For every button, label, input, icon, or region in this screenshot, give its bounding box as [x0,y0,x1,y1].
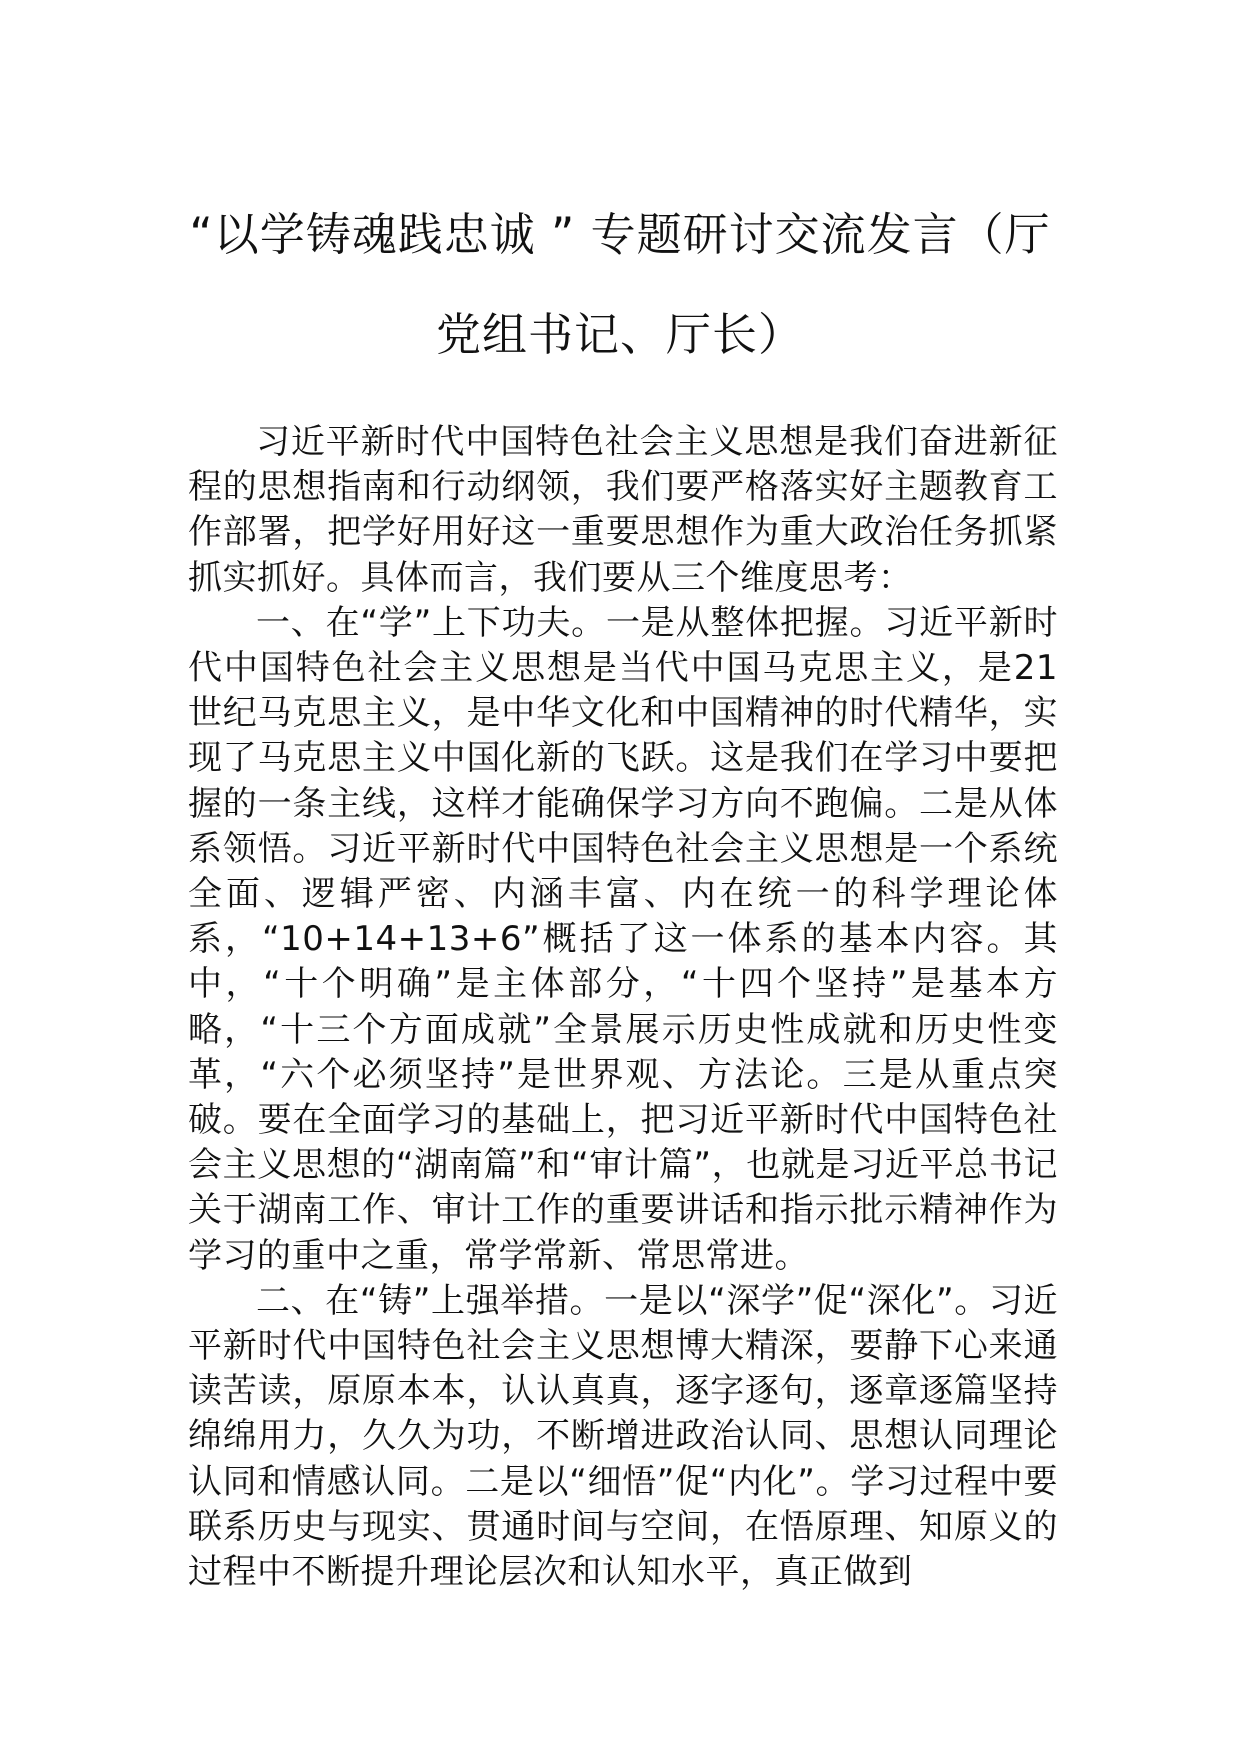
document-body [188,420,1058,1595]
paragraph-section-1: 一、在“学”上下功夫。一是从整体把握。习近平新时代中国特色社会主义思想是当代中国马克思主义，是21世纪马克思主义，是中华文化和中国精神的时代精华，实现了马克思主义中国化新的飞跃。这是我们在学习中要把握的一条主线，这样才能确保学习方向不跑偏。二是从体系领悟。习近平新时代中国特色社会主义思想是一个系统全面、逻辑严密、内涵丰富、内在统一的科学理论体系，“10+14+13+6”概括了这一体系的基本内容。其中，“十个明确”是主体部分，“十四个坚持”是基本方略，“十三个方面成就”全景展示历史性成就和历史性变革，“六个必须坚持”是世界观、方法论。三是从重点突破。要在全面学习的基础上，把习近平新时代中国特色社会主义思想的“湖南篇”和“审计篇”，也就是习近平总书记关于湖南工作、审计工作的重要讲话和指示批示精神作为学习的重中之重，常学常新、常思常进。 [188,602,1058,1276]
document-title [160,185,1080,385]
title-line-2: 党组书记、厅长） [435,308,804,361]
paragraph-intro: 习近平新时代中国特色社会主义思想是我们奋进新征程的思想指南和行动纲领，我们要严格落实好主题教育工作部署，把学好用好这一重要思想作为重大政治任务抓紧抓实抓好。具体而言，我们要从三个维度思考： [188,422,1058,598]
title-line-1: “以学铸魂践忠诚 ” 专题研讨交流发言（厅 [189,208,1051,261]
paragraph-section-2: 二、在“铸”上强举措。一是以“深学”促“深化”。习近平新时代中国特色社会主义思想博大精深，要静下心来通读苦读，原原本本，认认真真，逐字逐句，逐章逐篇坚持绵绵用力，久久为功，不断增进政治认同、思想认同理论认同和情感认同。二是以“细悟”促“内化”。学习过程中要联系历史与现实、贯通时间与空间，在悟原理、知原义的过程中不断提升理论层次和认知水平，真正做到 [188,1280,1058,1593]
